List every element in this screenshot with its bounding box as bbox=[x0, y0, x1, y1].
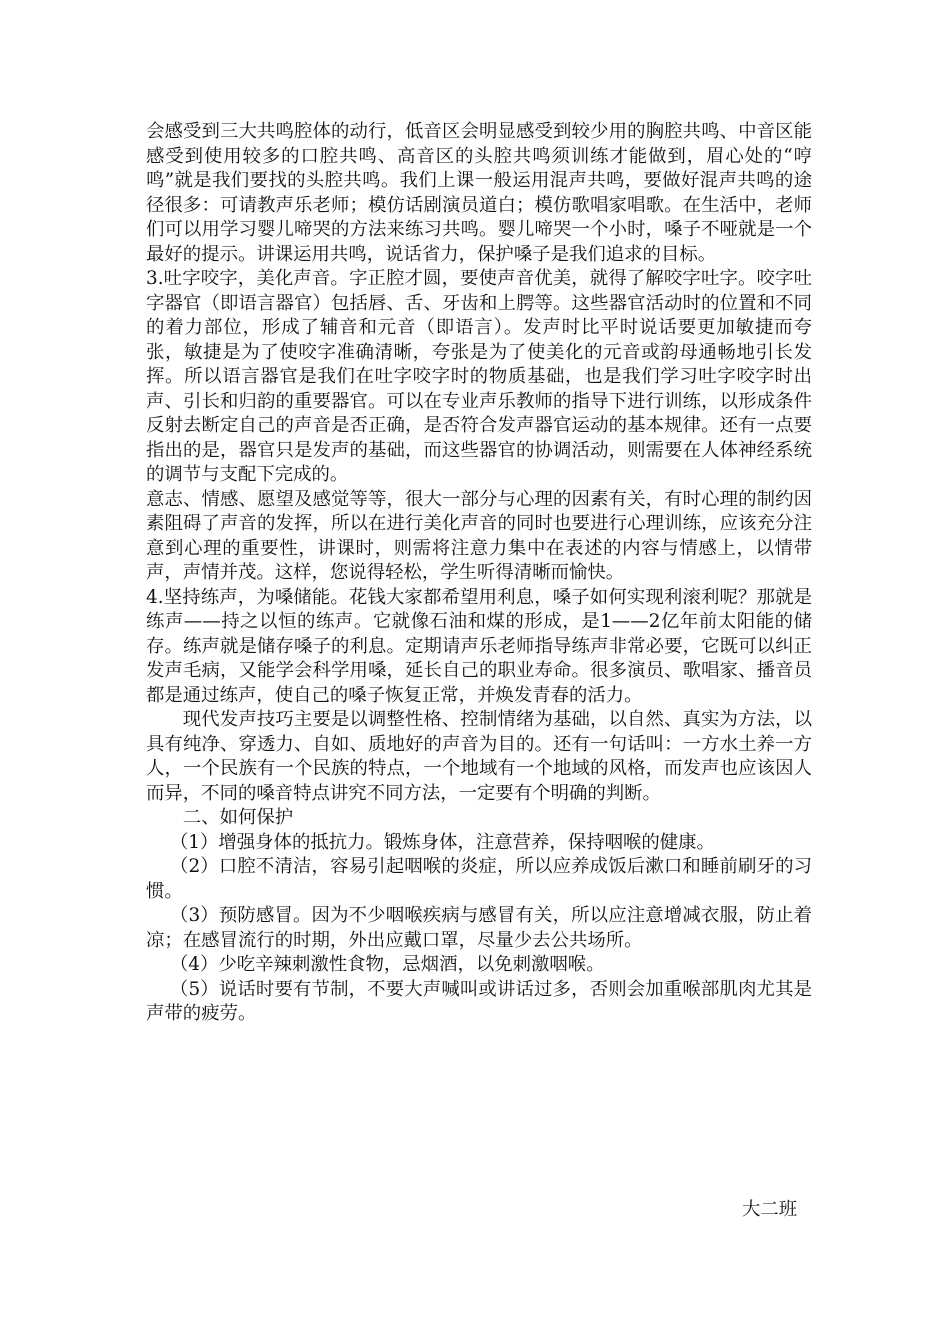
paragraph-voice-practice: 4.坚持练声，为嗓储能。花钱大家都希望用利息，嗓子如何实现利滚利呢？那就是练声——持之以恒的练声。它就像石油和煤的形成，是1——2亿年前太阳能的储存。练声就是储存嗓子的利息。定期请声乐老师指导练声非常必要，它既可以纠正发声毛病，又能学会科学用嗓，延长自己的职业寿命。很多演员、歌唱家、播音员都是通过练声，使自己的嗓子恢复正常，并焕发青春的活力。 bbox=[146, 586, 812, 706]
paragraph-psychology: 意志、情感、愿望及感觉等等，很大一部分与心理的因素有关，有时心理的制约因素阻碍了声音的发挥，所以在进行美化声音的同时也要进行心理训练，应该充分注意到心理的重要性，讲课时，则需将注意力集中在表述的内容与情感上，以情带声，声情并茂。这样，您说得轻松，学生听得清晰而愉快。 bbox=[146, 488, 812, 583]
section-heading-protection: 二、如何保护 bbox=[182, 807, 294, 828]
paragraph-modern-technique: 现代发声技巧主要是以调整性格、控制情绪为基础，以自然、真实为方法，以具有纯净、穿透力、自如、质地好的声音为目的。还有一句话叫：一方水土养一方人，一个民族有一个民族的特点，一个地域有一个地域的风格，而发声也应该因人而异，不同的嗓音特点讲究不同方法，一定要有个明确的判断。 bbox=[146, 709, 812, 804]
paragraph-resonance: 会感受到三大共鸣腔体的动行，低音区会明显感受到较少用的胸腔共鸣、中音区能感受到使用较多的口腔共鸣、高音区的头腔共鸣须训练才能做到，眉心处的“哼鸣”就是我们要找的头腔共鸣。我们上课一般运用混声共鸣，要做好混声共鸣的途径很多：可请教声乐老师；模仿话剧演员道白；模仿歌唱家唱歌。在生活中，老师们可以用学习婴儿啼哭的方法来练习共鸣。婴儿啼哭一个小时，嗓子不哑就是一个最好的提示。讲课运用共鸣，说话省力，保护嗓子是我们追求的目标。 bbox=[146, 121, 812, 265]
signature-class: 大二班 bbox=[742, 1199, 798, 1220]
list-item-2: （2）口腔不清洁，容易引起咽喉的炎症，所以应养成饭后漱口和睡前刷牙的习惯。 bbox=[146, 856, 812, 902]
list-item-4: （4）少吃辛辣刺激性食物，忌烟酒，以免刺激咽喉。 bbox=[169, 954, 605, 975]
document-body bbox=[146, 120, 812, 1027]
paragraph-articulation: 3.吐字咬字，美化声音。字正腔才圆，要使声音优美，就得了解咬字吐字。咬字吐字器官（即语言器官）包括唇、舌、牙齿和上腭等。这些器官活动时的位置和不同的着力部位，形成了辅音和元音（即语言）。发声时比平时说话要更加敏捷而夸张，敏捷是为了使咬字准确清晰，夸张是为了使美化的元音或韵母通畅地引长发挥。所以语言器官是我们在吐字咬字时的物质基础，也是我们学习吐字咬字时出声、引长和归韵的重要器官。可以在专业声乐教师的指导下进行训练，以形成条件反射去断定自己的声音是否正确，是否符合发声器官运动的基本规律。还有一点要指出的是，器官只是发声的基础，而这些器官的协调活动，则需要在人体神经系统的调节与支配下完成的。 bbox=[146, 268, 812, 485]
list-item-3: （3）预防感冒。因为不少咽喉疾病与感冒有关，所以应注意增减衣服，防止着凉；在感冒流行的时期，外出应戴口罩，尽量少去公共场所。 bbox=[146, 905, 812, 951]
list-item-1: （1）增强身体的抵抗力。锻炼身体，注意营养，保持咽喉的健康。 bbox=[169, 831, 715, 853]
list-item-5: （5）说话时要有节制，不要大声喊叫或讲话过多，否则会加重喉部肌肉尤其是声带的疲劳。 bbox=[146, 978, 812, 1024]
